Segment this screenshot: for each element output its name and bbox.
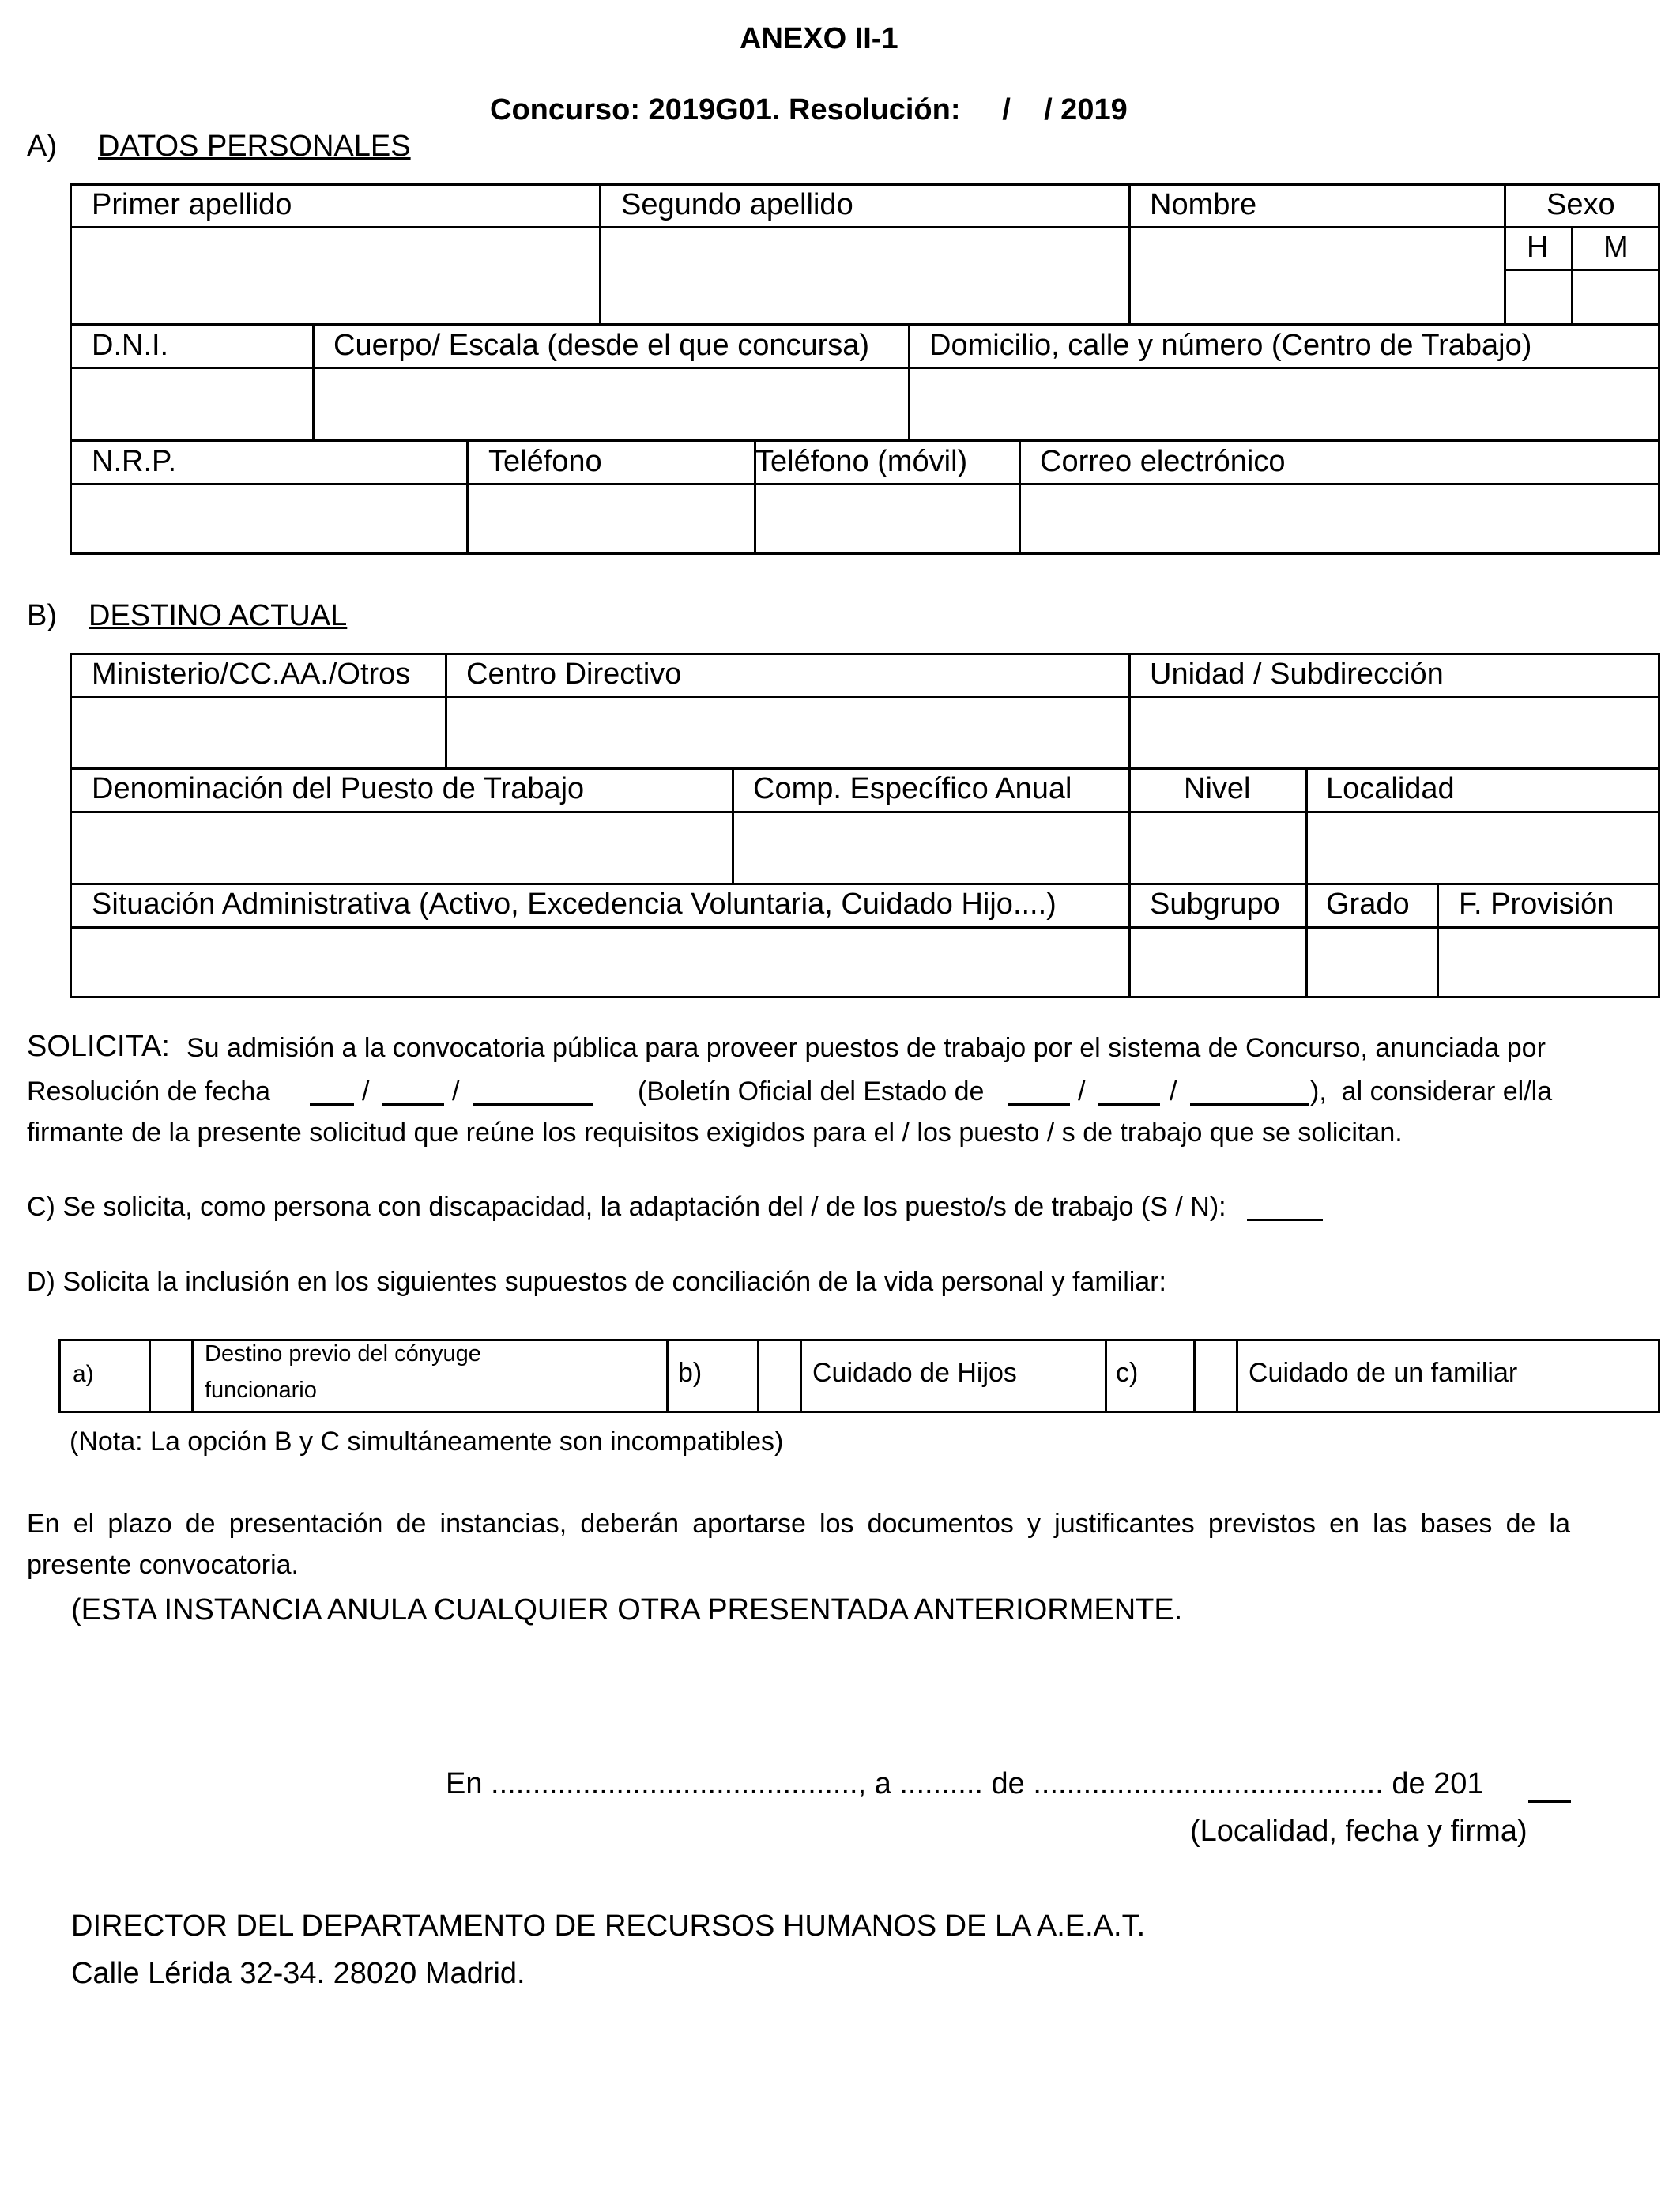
discapacidad-blank[interactable]	[1247, 1195, 1323, 1221]
f-provision-label: F. Provisión	[1459, 888, 1614, 921]
table-line	[1236, 1339, 1238, 1413]
nivel-field[interactable]	[1131, 813, 1304, 881]
section-b-letter: B)	[27, 599, 57, 632]
solicita-label: SOLICITA:	[27, 1030, 170, 1063]
sexo-h-label: H	[1527, 231, 1549, 264]
option-a-label-1: Destino previo del cónyuge	[205, 1341, 481, 1367]
subgrupo-label: Subgrupo	[1150, 888, 1280, 921]
table-line	[191, 1339, 194, 1413]
telefono-movil-label: Teléfono (móvil)	[755, 445, 968, 478]
firma-year-blank[interactable]	[1528, 1774, 1571, 1803]
nrp-field[interactable]	[72, 485, 465, 553]
option-b-checkbox[interactable]	[759, 1341, 798, 1411]
firma-line: En ............................................, a .......... de .......................................... de 201	[446, 1767, 1484, 1800]
localidad-field[interactable]	[1308, 813, 1659, 881]
resolucion-year-blank[interactable]	[473, 1080, 593, 1106]
nivel-label: Nivel	[1184, 772, 1251, 805]
option-c-label: Cuidado de un familiar	[1249, 1358, 1518, 1388]
resolucion-month-blank[interactable]	[382, 1080, 444, 1106]
firma-sub: (Localidad, fecha y firma)	[1190, 1815, 1527, 1848]
domicilio-label: Domicilio, calle y número (Centro de Trabajo)	[929, 329, 1532, 362]
comp-especifico-field[interactable]	[734, 813, 1127, 881]
solicita-line-1: Su admisión a la convocatoria pública para proveer puestos de trabajo por el sistema de Concurso, anunciada por	[186, 1033, 1546, 1063]
table-line	[70, 767, 1660, 770]
primer-apellido-label: Primer apellido	[92, 188, 292, 221]
ministerio-field[interactable]	[72, 698, 443, 766]
domicilio-field[interactable]	[910, 369, 1659, 438]
segundo-apellido-label: Segundo apellido	[621, 188, 853, 221]
denominacion-field[interactable]	[72, 813, 730, 881]
denominacion-label: Denominación del Puesto de Trabajo	[92, 772, 585, 805]
resolucion-day-blank[interactable]	[310, 1080, 354, 1106]
solicita-resolucion-label: Resolución de fecha	[27, 1076, 271, 1106]
boe-day-blank[interactable]	[1008, 1080, 1070, 1106]
section-d-text: D) Solicita la inclusión en los siguientes supuestos de conciliación de la vida personal y familiar:	[27, 1267, 1166, 1297]
unidad-field[interactable]	[1131, 698, 1659, 766]
section-b-heading: DESTINO ACTUAL	[89, 599, 348, 632]
boe-year-blank[interactable]	[1190, 1080, 1309, 1106]
solicita-line-3: firmante de la presente solicitud que reúne los requisitos exigidos para el / los puesto / s de trabajo que se solicitan.	[27, 1118, 1403, 1148]
destinatario-line-2: Calle Lérida 32-34. 28020 Madrid.	[71, 1957, 525, 1990]
section-c-text: C) Se solicita, como persona con discapacidad, la adaptación del / de los puesto/s de trabajo (S / N):	[27, 1192, 1226, 1222]
destinatario-line-1: DIRECTOR DEL DEPARTAMENTO DE RECURSOS HUMANOS DE LA A.E.A.T.	[71, 1909, 1146, 1943]
option-a-checkbox[interactable]	[151, 1341, 190, 1411]
slash: /	[1078, 1076, 1086, 1106]
option-a-letter: a)	[73, 1361, 94, 1387]
sexo-m-label: M	[1603, 231, 1629, 264]
telefono-label: Teléfono	[488, 445, 602, 478]
table-line	[70, 323, 1660, 326]
primer-apellido-field[interactable]	[72, 228, 597, 322]
situacion-label: Situación Administrativa (Activo, Excedencia Voluntaria, Cuidado Hijo....)	[92, 888, 1057, 921]
table-line	[1105, 1339, 1107, 1413]
cuerpo-field[interactable]	[315, 369, 906, 438]
section-a-letter: A)	[27, 130, 57, 163]
comp-especifico-label: Comp. Específico Anual	[753, 772, 1072, 805]
table-line	[70, 439, 1660, 442]
option-b-label: Cuidado de Hijos	[812, 1358, 1017, 1388]
f-provision-field[interactable]	[1439, 929, 1659, 997]
slash: /	[452, 1076, 460, 1106]
option-b-letter: b)	[678, 1358, 703, 1388]
concurso-line: Concurso: 2019G01. Resolución: / / 2019	[490, 93, 1128, 126]
segundo-apellido-field[interactable]	[601, 228, 1127, 322]
sexo-m-field[interactable]	[1573, 271, 1659, 322]
option-a-label-2: funcionario	[205, 1378, 317, 1403]
centro-directivo-field[interactable]	[447, 698, 1127, 766]
option-c-letter: c)	[1116, 1358, 1139, 1388]
correo-field[interactable]	[1021, 485, 1659, 553]
solicita-boe-label: (Boletín Oficial del Estado de	[638, 1076, 985, 1106]
plazo-line-2: presente convocatoria.	[27, 1550, 299, 1580]
dni-label: D.N.I.	[92, 329, 169, 362]
annex-title: ANEXO II-1	[740, 22, 898, 55]
plazo-line-1: En el plazo de presentación de instancias, deberán aportarse los documentos y justificantes previstos en las bases de la	[27, 1509, 1570, 1539]
centro-directivo-label: Centro Directivo	[466, 658, 682, 691]
grado-label: Grado	[1326, 888, 1410, 921]
table-line	[666, 1339, 669, 1413]
unidad-label: Unidad / Subdirección	[1150, 658, 1444, 691]
table-line	[70, 883, 1660, 885]
nota-text: (Nota: La opción B y C simultáneamente son incompatibles)	[70, 1427, 784, 1457]
solicita-considerar: ), al considerar el/la	[1310, 1076, 1553, 1106]
correo-label: Correo electrónico	[1040, 445, 1286, 478]
nrp-label: N.R.P.	[92, 445, 177, 478]
dni-field[interactable]	[72, 369, 311, 438]
telefono-movil-field[interactable]	[756, 485, 1017, 553]
situacion-field[interactable]	[72, 929, 1127, 997]
cuerpo-label: Cuerpo/ Escala (desde el que concursa)	[333, 329, 870, 362]
grado-field[interactable]	[1308, 929, 1435, 997]
option-c-checkbox[interactable]	[1196, 1341, 1234, 1411]
table-line	[800, 1339, 802, 1413]
nombre-field[interactable]	[1131, 228, 1502, 322]
anula-text: (ESTA INSTANCIA ANULA CUALQUIER OTRA PRESENTADA ANTERIORMENTE.	[71, 1593, 1183, 1627]
nombre-label: Nombre	[1150, 188, 1257, 221]
subgrupo-field[interactable]	[1131, 929, 1304, 997]
boe-month-blank[interactable]	[1098, 1080, 1160, 1106]
section-a-heading: DATOS PERSONALES	[98, 130, 411, 163]
slash: /	[362, 1076, 370, 1106]
ministerio-label: Ministerio/CC.AA./Otros	[92, 658, 411, 691]
sexo-h-field[interactable]	[1506, 271, 1569, 322]
telefono-field[interactable]	[469, 485, 752, 553]
localidad-label: Localidad	[1326, 772, 1455, 805]
sexo-label: Sexo	[1546, 188, 1615, 221]
slash: /	[1170, 1076, 1177, 1106]
